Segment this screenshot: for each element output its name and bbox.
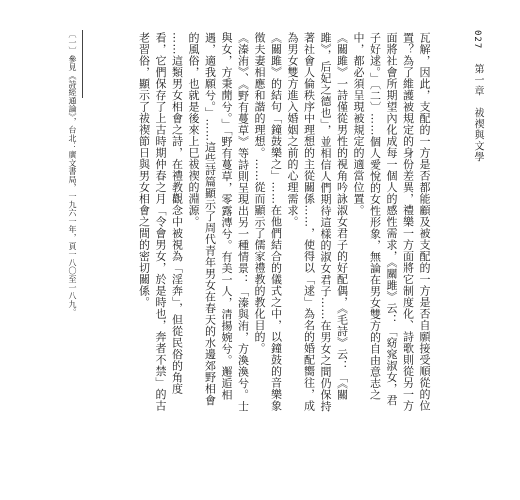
- footnote-separator: [82, 30, 83, 98]
- paragraph-2: 《關雎》一詩僅從男性的視角吟詠淑女君子的好配偶，《毛詩》云：「《關雎》，后妃之德也」，並相信人們期待這樣的淑女君子……在男女之間仍保持著社會人倫秩序中理想的主從關係……，使得以「逑」為名的婚配嚮往，成為男女雙方進入婚姻之前的心理需求。: [286, 32, 349, 412]
- body-text: [72, 32, 432, 412]
- page-number: 027: [472, 30, 482, 50]
- chapter-title: 第一章 祓禊與文學: [472, 63, 483, 163]
- footnote: 〔一〕參見《詩經通論》，台北：廣文書局，一九六一年，頁一八〇至一八九。: [68, 30, 77, 317]
- paragraph-1: 瓦解，因此，支配的一方是否都能顧及被支配的一方是否自願接受順從的位置？為了維護被規定的身份差異，禮樂一方面將它制度化、詩歌則從另一方面將社會所期望內化成每一個人的感性需求，《關雎》云：「窈窕淑女，君子好逑。」〔二〕……個人愛悅的女性形象，無論在男女雙方的自由意志之中，都必須呈現被規定的適當位置。: [352, 32, 431, 412]
- paragraph-5: ……這類男女相會之詩，在禮教觀念中被視為「淫奔」，但從民俗的角度看，它們保存了上古時期仲春之月「令會男女，於是時也，奔者不禁」的古老習俗，顯示了祓禊節日與男女相會之間的密切關係。: [137, 32, 184, 412]
- paragraph-4: 《溱洧》、《野有蔓草》等詩則呈現出另一種情景：「溱與洧，方渙渙兮。士與女，方秉蕑兮。」「野有蔓草，零露漙兮。有美一人，清揚婉兮。邂逅相遇，適我願兮。」……這些詩篇顯示了周代青年男女在春天的水邊郊野相會的風俗，也就是後來上巳祓禊的淵源。: [187, 32, 250, 412]
- running-head: [464, 30, 484, 180]
- paragraph-3: 《關雎》的結句「鐘鼓樂之」……在他們結合的儀式之中，以鐘鼓的音樂象徵夫妻相應和諧的理想。……從而顯示了儒家禮教的教化目的。: [253, 32, 283, 412]
